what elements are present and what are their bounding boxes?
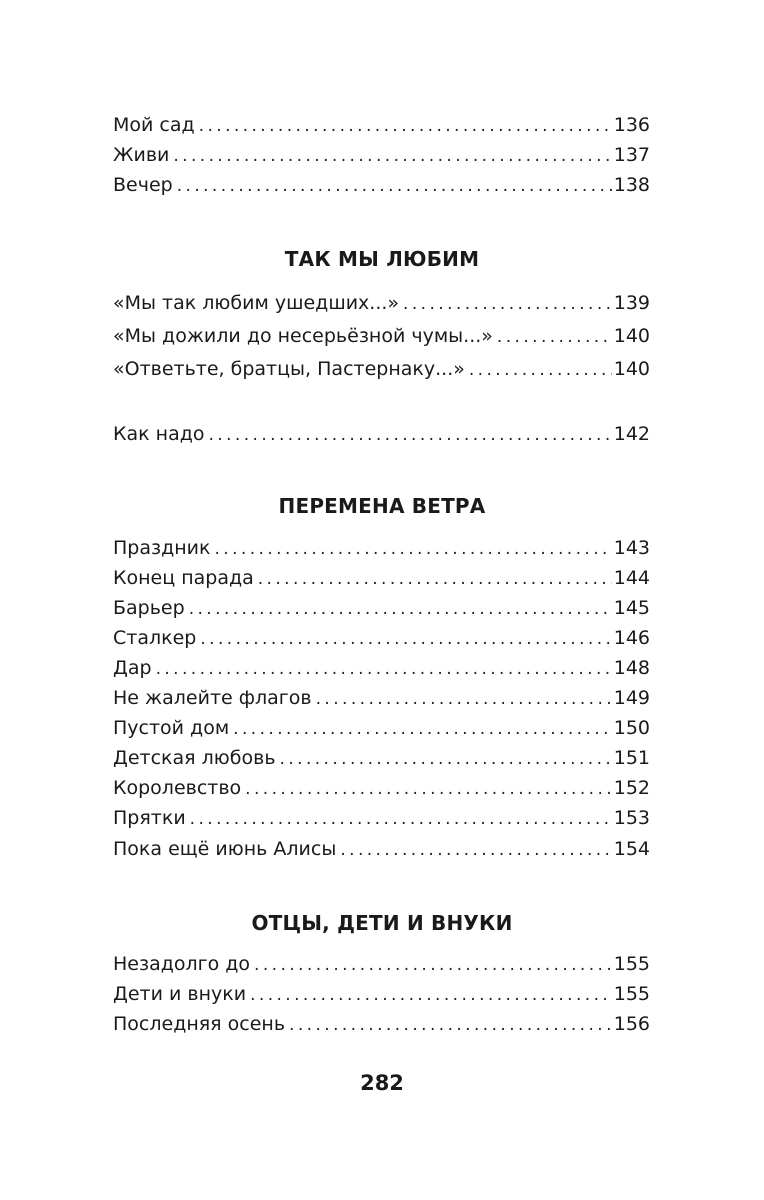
toc-entry-page: 143 xyxy=(612,534,650,562)
toc-entry-title: Сталкер xyxy=(113,624,200,652)
dot-leader xyxy=(245,775,612,803)
toc-entry xyxy=(113,835,650,863)
toc-entry xyxy=(113,654,650,682)
toc-entry xyxy=(113,420,650,448)
dot-leader xyxy=(199,112,612,140)
toc-entry-title: Праздник xyxy=(113,534,214,562)
toc-entry-title: Королевство xyxy=(113,774,245,802)
toc-entry xyxy=(113,980,650,1008)
toc-entry-page: 151 xyxy=(612,744,650,772)
toc-entry-title: Не жалейте флагов xyxy=(113,684,316,712)
dot-leader xyxy=(189,595,612,623)
toc-entry-page: 144 xyxy=(612,564,650,592)
dot-leader xyxy=(250,981,612,1009)
toc-entry-title: Детская любовь xyxy=(113,744,280,772)
toc-entry-title: Мой сад xyxy=(113,111,199,139)
toc-entry-page: 155 xyxy=(612,950,650,978)
toc-entry xyxy=(113,289,650,317)
toc-entry xyxy=(113,804,650,832)
toc-entry xyxy=(113,624,650,652)
page-number: 282 xyxy=(360,1071,404,1095)
toc-entry-page: 156 xyxy=(612,1010,650,1038)
toc-entry-title: Прятки xyxy=(113,804,190,832)
toc-entry-page: 148 xyxy=(612,654,650,682)
dot-leader xyxy=(214,535,611,563)
toc-entry-page: 140 xyxy=(612,355,650,383)
section-heading: ПЕРЕМЕНА ВЕТРА xyxy=(278,494,486,518)
toc-entry-page: 142 xyxy=(612,420,650,448)
dot-leader xyxy=(173,142,611,170)
toc-entry-page: 139 xyxy=(612,289,650,317)
toc-entry-page: 138 xyxy=(612,171,650,199)
toc-entry-page: 149 xyxy=(612,684,650,712)
toc-entry xyxy=(113,322,650,350)
dot-leader xyxy=(208,421,611,449)
toc-entry-title: Вечер xyxy=(113,171,177,199)
dot-leader xyxy=(254,951,612,979)
dot-leader xyxy=(469,356,612,384)
dot-leader xyxy=(316,685,612,713)
toc-entry xyxy=(113,714,650,742)
toc-entry xyxy=(113,774,650,802)
toc-entry-page: 146 xyxy=(612,624,650,652)
toc-entry xyxy=(113,564,650,592)
toc-entry-page: 150 xyxy=(612,714,650,742)
toc-entry xyxy=(113,355,650,383)
toc-entry xyxy=(113,534,650,562)
dot-leader xyxy=(200,625,611,653)
toc-entry xyxy=(113,171,650,199)
dot-leader xyxy=(289,1011,612,1039)
toc-entry-title: Конец парада xyxy=(113,564,258,592)
toc-entry-title: Как надо xyxy=(113,420,208,448)
toc-entry-page: 154 xyxy=(612,835,650,863)
toc-entry-page: 136 xyxy=(612,111,650,139)
toc-entry-page: 137 xyxy=(612,141,650,169)
toc-entry-title: Последняя осень xyxy=(113,1010,289,1038)
toc-entry-title: «Мы так любим ушедших...» xyxy=(113,289,403,317)
dot-leader xyxy=(233,715,612,743)
toc-entry xyxy=(113,1010,650,1038)
toc-entry xyxy=(113,744,650,772)
toc-entry-title: Дар xyxy=(113,654,156,682)
toc-entry xyxy=(113,111,650,139)
dot-leader xyxy=(340,836,611,864)
toc-entry-page: 153 xyxy=(612,804,650,832)
dot-leader xyxy=(190,805,612,833)
section-heading: ОТЦЫ, ДЕТИ И ВНУКИ xyxy=(251,911,513,935)
toc-entry-title: Пустой дом xyxy=(113,714,233,742)
dot-leader xyxy=(258,565,612,593)
toc-entry-title: Живи xyxy=(113,141,173,169)
dot-leader xyxy=(403,290,612,318)
toc-entry-title: Дети и внуки xyxy=(113,980,250,1008)
toc-entry-page: 152 xyxy=(612,774,650,802)
dot-leader xyxy=(156,655,612,683)
toc-entry-title: «Мы дожили до несерьёзной чумы...» xyxy=(113,322,497,350)
toc-entry-page: 155 xyxy=(612,980,650,1008)
dot-leader xyxy=(497,323,612,351)
dot-leader xyxy=(280,745,612,773)
toc-entry-title: «Ответьте, братцы, Пастернаку...» xyxy=(113,355,469,383)
toc-entry-title: Пока ещё июнь Алисы xyxy=(113,835,340,863)
toc-entry xyxy=(113,594,650,622)
toc-entry xyxy=(113,950,650,978)
section-heading: ТАК МЫ ЛЮБИМ xyxy=(284,247,480,271)
toc-entry-title: Незадолго до xyxy=(113,950,254,978)
toc-entry xyxy=(113,684,650,712)
toc-entry xyxy=(113,141,650,169)
toc-entry-page: 140 xyxy=(612,322,650,350)
toc-entry-page: 145 xyxy=(612,594,650,622)
toc-entry-title: Барьер xyxy=(113,594,189,622)
dot-leader xyxy=(177,172,612,200)
